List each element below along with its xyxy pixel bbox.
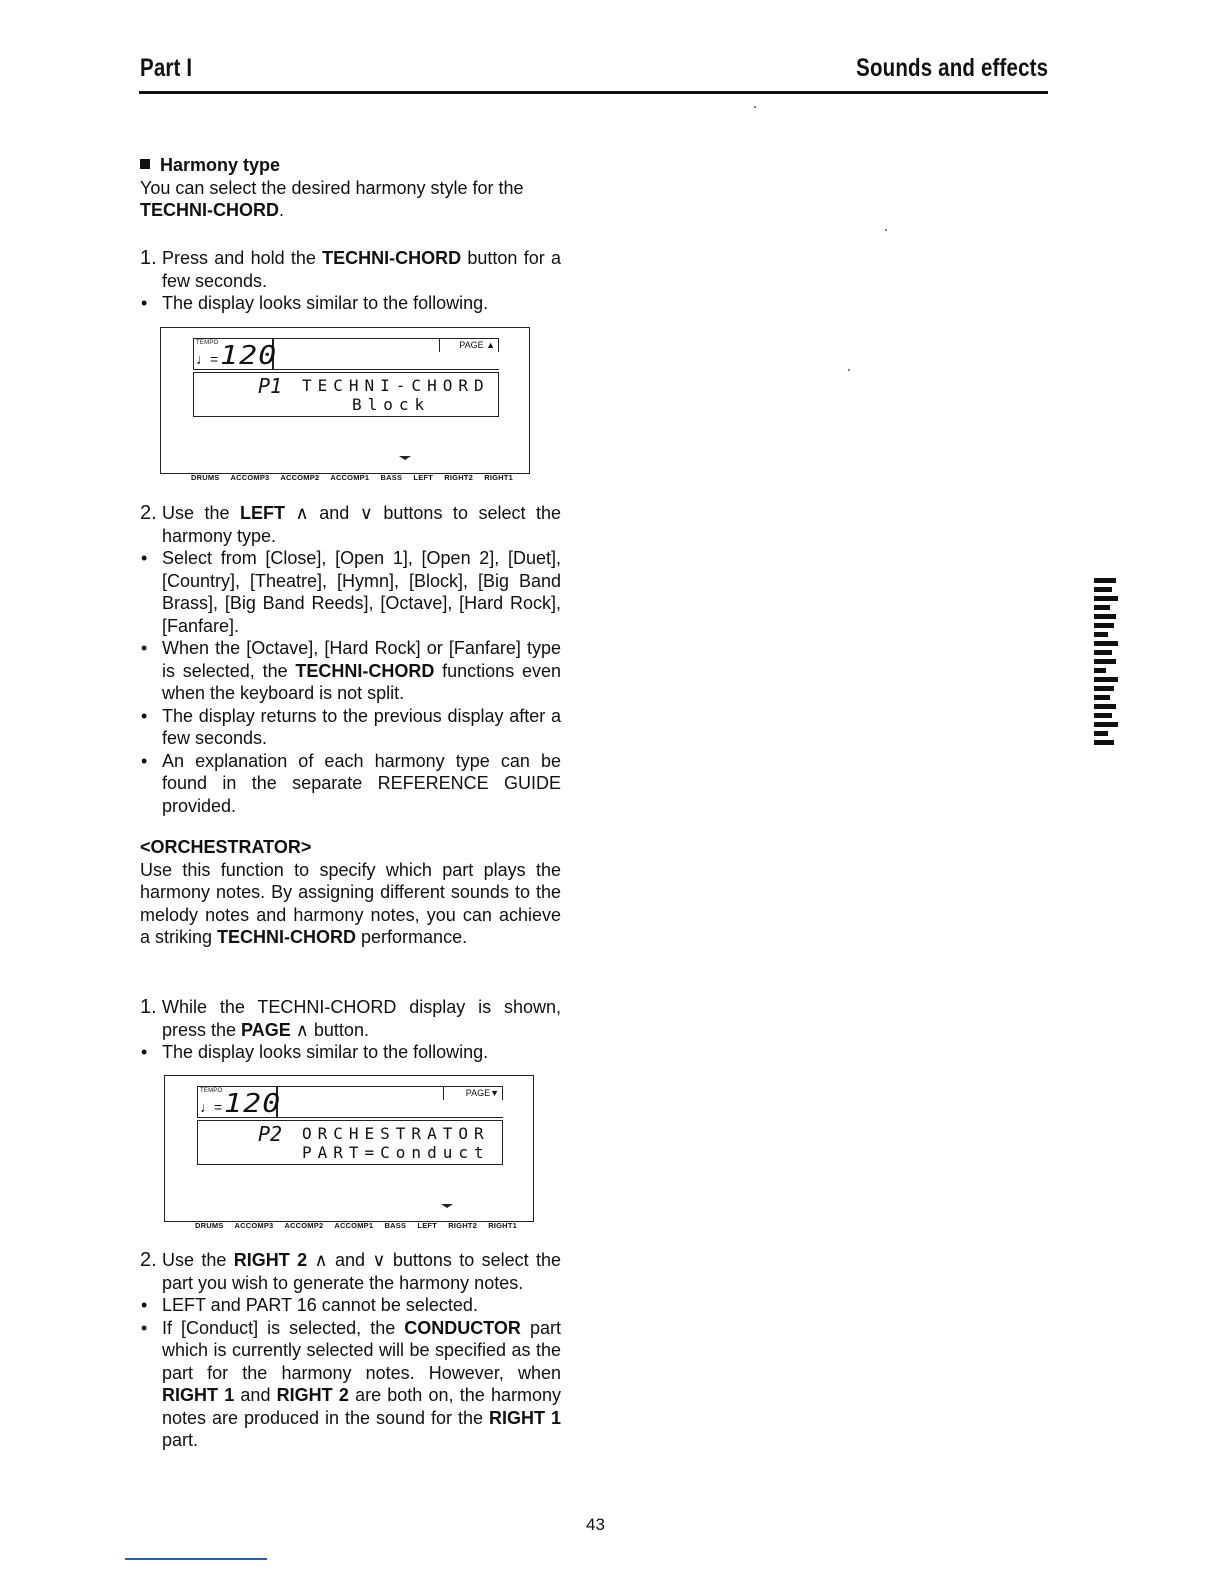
tempo-value: 120 bbox=[220, 341, 278, 371]
lcd-main-box bbox=[197, 1120, 503, 1165]
part-labels: DRUMS ACCOMP3 ACCOMP2 ACCOMP1 BASS LEFT RIGHT2 RIGHT1 bbox=[195, 1221, 517, 1230]
edge-index-marks bbox=[1094, 578, 1124, 749]
page-indicator: PAGE▼ bbox=[443, 1086, 503, 1100]
list-item: • If [Conduct] is selected, the CONDUCTOR part which is currently selected will be specified as the part for the harmony notes. However, when RIGHT 1 and RIGHT 2 are both on, the harmony notes are produced in the sound for the RIGHT 1 part. bbox=[141, 1317, 561, 1450]
speck bbox=[848, 369, 850, 371]
header-section-title: Sounds and effects bbox=[855, 54, 1048, 82]
list-item: • The display looks similar to the following. bbox=[141, 293, 489, 313]
tempo-value: 120 bbox=[224, 1089, 282, 1119]
page-number: 43 bbox=[586, 1515, 605, 1534]
orchestrator-intro-text: Use this function to specify which part plays the harmony notes. By assigning different sounds to the melody notes and harmony notes, you can achieve a striking TECHNI-CHORD performance. bbox=[140, 859, 561, 947]
lcd-display-orchestrator bbox=[164, 1075, 534, 1230]
list-item: • Select from [Close], [Open 1], [Open 2], [Duet], [Country], [Theatre], [Hymn], [Block], [Big Band Brass], [Big Band Reeds], [Octave], [Hard Rock], [Fanfare]. bbox=[141, 548, 561, 636]
list-item: • LEFT and PART 16 cannot be selected. bbox=[141, 1295, 478, 1315]
lcd-display-techni-chord bbox=[160, 327, 530, 482]
list-item: • The display looks similar to the following. bbox=[141, 1042, 489, 1062]
orchestrator-heading: <ORCHESTRATOR> bbox=[140, 837, 312, 857]
orchestrator-step-1: 1. While the TECHNI-CHORD display is shown, press the PAGE ∧ button. • The display looks similar to the following. bbox=[140, 996, 561, 1062]
harmony-step-1: 1. Press and hold the TECHNI-CHORD button for a few seconds. • The display looks similar to the following. bbox=[140, 247, 561, 313]
speck bbox=[885, 229, 887, 231]
orchestrator-intro bbox=[140, 836, 561, 949]
tempo-box: TEMPO ♩= 120 bbox=[193, 338, 274, 370]
harmony-intro bbox=[140, 154, 561, 222]
orchestrator-step-2: 2. Use the RIGHT 2 ∧ and ∨ buttons to select the part you wish to generate the harmony notes. • LEFT and PART 16 cannot be selected. • If [Conduct] is selected, the CONDUCTOR part which is currently selected will be specified as the part for the harmony notes. However, when RIGHT 1 and RIGHT 2 are both on, the harmony notes are produced in the sound for the RIGHT 1 part. bbox=[140, 1249, 561, 1450]
lcd-line-1: TECHNI-CHORD bbox=[302, 376, 490, 395]
header-rule bbox=[139, 91, 1048, 94]
page-indicator: PAGE ▲ bbox=[439, 338, 499, 352]
lcd-line-1: ORCHESTRATOR bbox=[302, 1124, 490, 1143]
list-item: • The display returns to the previous display after a few seconds. bbox=[141, 705, 561, 748]
tempo-box: TEMPO ♩= 120 bbox=[197, 1086, 278, 1118]
header-part-label: Part I bbox=[140, 54, 193, 82]
page-number-lcd: P1 bbox=[258, 374, 283, 398]
speck bbox=[754, 106, 756, 108]
harmony-step-2: 2. Use the LEFT ∧ and ∨ buttons to select the harmony type. • Select from [Close], [Open 1], [Open 2], [Duet], [Country], [Theatre], [Hymn], [Block], [Big Band Brass], [Big Band Reeds], [Octave], [Hard Rock], [Fanfare]. • When the [Octave], [Hard Rock] or [Fanfare] type is selected, the TECHNI-CHORD functions even when the keyboard is not split. • The display returns to the previous display after a few seconds. • An explanation of each harmony type can be found in the separate REFERENCE GUIDE provided. bbox=[140, 502, 561, 816]
footer-rule bbox=[125, 1558, 267, 1560]
down-arrow-icon bbox=[399, 456, 411, 460]
harmony-heading: Harmony type bbox=[140, 154, 561, 177]
lcd-line-2: Block bbox=[352, 395, 431, 414]
part-labels: DRUMS ACCOMP3 ACCOMP2 ACCOMP1 BASS LEFT RIGHT2 RIGHT1 bbox=[191, 473, 513, 482]
list-item: • When the [Octave], [Hard Rock] or [Fanfare] type is selected, the TECHNI-CHORD functions even when the keyboard is not split. bbox=[141, 638, 561, 703]
note-icon: ♩= bbox=[200, 1099, 223, 1115]
lcd-main-box bbox=[193, 372, 499, 417]
page-number-lcd: P2 bbox=[258, 1122, 283, 1146]
lcd-line-2: PART=Conduct bbox=[302, 1143, 490, 1162]
harmony-intro-text: You can select the desired harmony style for the TECHNI-CHORD. bbox=[140, 177, 524, 220]
down-arrow-icon bbox=[441, 1204, 453, 1208]
list-item: • An explanation of each harmony type can be found in the separate REFERENCE GUIDE provided. bbox=[141, 750, 561, 816]
note-icon: ♩= bbox=[196, 351, 219, 367]
square-bullet-icon bbox=[140, 159, 150, 169]
